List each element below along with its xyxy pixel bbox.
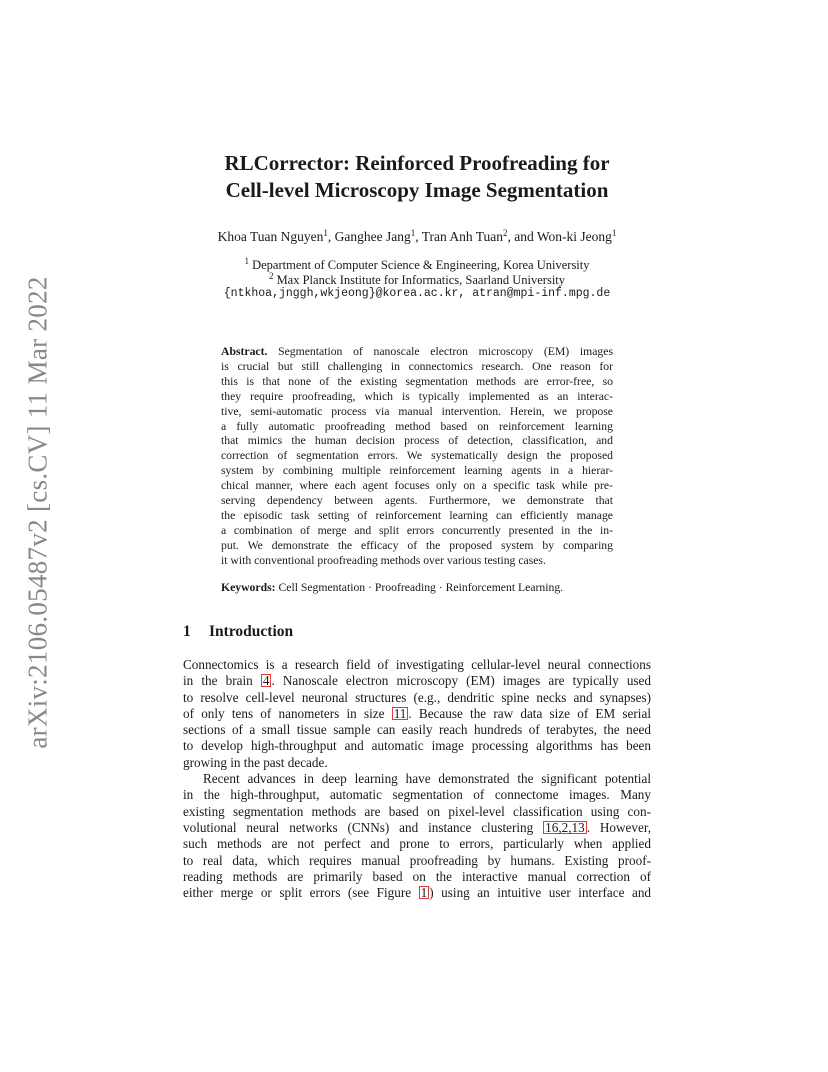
author-name: , Ganghee Jang — [327, 229, 411, 244]
body-line: growing in the past decade. — [183, 754, 328, 770]
abstract-line: this is that none of the existing segmentation methods are error-free, so — [221, 374, 613, 388]
affil-mark: 2 — [503, 228, 508, 238]
affiliation-2: $^2$ Max Planck Institute for Informatics, Saarland University — [268, 270, 566, 287]
affiliations — [150, 258, 684, 302]
abstract-line: it with conventional proofreading methods over various testing cases. — [221, 553, 546, 567]
body-line: sections of a small tissue sample can easily reach hundreds of terabytes, the need — [183, 722, 651, 738]
abstract — [221, 345, 613, 569]
affiliation-1: $^1$ Department of Computer Science & Engineering, Korea University — [244, 256, 590, 272]
body-line: Recent advances in deep learning have demonstrated the significant potential — [203, 771, 651, 787]
author-emails: {ntkhoa,jnggh,wkjeong}@korea.ac.kr, atran@mpi-inf.mpg.de — [223, 287, 611, 300]
keywords — [221, 581, 613, 594]
keywords-text: Cell Segmentation · Proofreading · Reinforcement Learning. — [275, 581, 564, 594]
body-text — [183, 657, 651, 901]
abstract-line: the episodic task setting of reinforcement learning can efficiently manage — [221, 508, 613, 522]
body-line: Connectomics is a research field of investigating cellular-level neural connections — [183, 657, 651, 672]
body-line: of only tens of nanometers in size 11 . Because the raw data size of EM serial — [183, 705, 651, 721]
paper-title — [150, 150, 684, 204]
body-line: volutional neural networks (CNNs) and instance clustering 16,2,13 . However, — [183, 819, 651, 835]
title-line-1: RLCorrector: Reinforced Proofreading for — [224, 151, 610, 175]
keywords-label: Keywords: — [221, 581, 276, 594]
body-line: existing segmentation methods are based on pixel-level classification using con- — [183, 803, 651, 819]
author-list — [150, 229, 684, 245]
body-line: reading methods are primarily based on the interactive manual correction of — [183, 868, 651, 884]
citation-link[interactable]: 16,2,13 — [545, 819, 585, 835]
body-line: in the brain 4 . Nanoscale electron microscopy (EM) images are typically used — [183, 673, 652, 689]
body-line: such methods are not perfect and prone to errors, particularly when applied — [183, 836, 651, 852]
body-line: to real data, which requires manual proofreading by humans. Existing proof- — [183, 852, 651, 868]
abstract-line: is crucial but still challenging in connectomics research. One reason for — [221, 359, 613, 373]
author-name: , and Won-ki Jeong — [507, 229, 612, 244]
figure-link[interactable]: 1 — [420, 885, 428, 901]
title-line-2: Cell-level Microscopy Image Segmentation — [225, 178, 609, 202]
abstract-line: a fully automatic proofreading method based on reinforcement learning — [221, 419, 613, 433]
arxiv-sidebar — [18, 275, 58, 749]
arxiv-identifier: arXiv:2106.05487v2 [cs.CV] 11 Mar 2022 — [22, 275, 53, 749]
abstract-line: serving dependency between agents. Furthermore, we demonstrate that — [221, 494, 613, 508]
abstract-line: they require proofreading, which is typically implemented as an interac- — [221, 389, 613, 403]
body-line: either merge or split errors (see Figure 1 ) using an intuitive user interface and — [183, 885, 652, 901]
affil-mark: 1 — [611, 228, 617, 238]
citation-link[interactable]: 11 — [393, 705, 407, 721]
abstract-label: Abstract. — [221, 345, 268, 358]
section-number: 1 — [183, 623, 191, 640]
affil-mark: 1 — [323, 228, 328, 238]
affil-mark: 1 — [244, 256, 249, 266]
abstract-line: system by combining multiple reinforcement learning agents in a hierar- — [221, 464, 613, 478]
section-title: Introduction — [209, 623, 294, 640]
abstract-line: Abstract. Segmentation of nanoscale electron microscopy (EM) images — [221, 345, 613, 358]
body-line: in the high-throughput, automatic segmentation of connectome images. Many — [183, 787, 651, 803]
author-name: , Tran Anh Tuan — [415, 229, 503, 244]
affil-mark: 2 — [268, 270, 274, 281]
affil-mark: 1 — [410, 228, 416, 238]
body-line: to resolve cell-level neuronal structures (e.g., dendritic spine necks and synapses) — [183, 689, 651, 705]
abstract-line: a combination of merge and split errors concurrently presented in the in- — [221, 523, 613, 537]
citation-link[interactable]: 4 — [262, 673, 270, 689]
abstract-line: put. We demonstrate the efficacy of the proposed system by comparing — [221, 538, 613, 552]
section-heading — [183, 623, 293, 641]
abstract-line: that mimics the human decision process of detection, classification, and — [221, 434, 613, 448]
body-line: to develop high-throughput and automatic image processing algorithms has been — [183, 738, 651, 754]
abstract-line: tive, semi-automatic process via manual intervention. Herein, we propose — [221, 404, 613, 418]
abstract-line: chical manner, where each agent focuses only on a specific task while pre- — [221, 479, 613, 493]
author-name: Khoa Tuan Nguyen — [217, 229, 324, 244]
abstract-line: correction of segmentation errors. We systematically design the proposed — [221, 449, 613, 463]
